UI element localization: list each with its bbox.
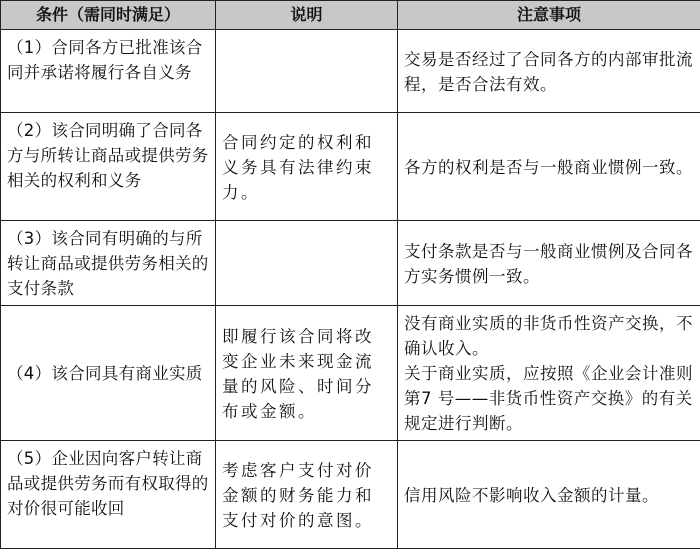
note-line: 各方的权利是否与一般商业惯例一致。: [404, 155, 694, 180]
table-row: [1, 113, 700, 221]
condition-cell: （3）该合同有明确的与所转让商品或提供劳务相关的支付条款: [1, 221, 216, 306]
note-line: 支付条款是否与一般商业惯例及合同各方实务惯例一致。: [404, 239, 694, 289]
notes-cell: [398, 306, 700, 441]
table-row: [1, 306, 700, 441]
table-row: [1, 30, 700, 113]
notes-cell: [398, 441, 700, 549]
notes-cell: [398, 113, 700, 221]
header-notes: 注意事项: [398, 1, 700, 30]
notes-cell: [398, 30, 700, 113]
note-line: 信用风险不影响收入金额的计量。: [404, 483, 694, 508]
description-cell: 合同约定的权利和义务具有法律约束力。: [216, 113, 398, 221]
table-row: [1, 441, 700, 549]
header-condition: 条件（需同时满足）: [1, 1, 216, 30]
note-line: 没有商业实质的非货币性资产交换，不确认收入。: [404, 311, 694, 361]
header-row: [1, 1, 700, 30]
note-line: 交易是否经过了合同各方的内部审批流程，是否合法有效。: [404, 47, 694, 97]
description-cell: [216, 30, 398, 113]
header-description: 说明: [216, 1, 398, 30]
notes-cell: [398, 221, 700, 306]
condition-cell: （4）该合同具有商业实质: [1, 306, 216, 441]
description-cell: 即履行该合同将改变企业未来现金流量的风险、时间分布或金额。: [216, 306, 398, 441]
description-cell: 考虑客户支付对价金额的财务能力和支付对价的意图。: [216, 441, 398, 549]
condition-cell: （1）合同各方已批准该合同并承诺将履行各自义务: [1, 30, 216, 113]
condition-cell: （5）企业因向客户转让商品或提供劳务而有权取得的对价很可能收回: [1, 441, 216, 549]
note-line: 关于商业实质，应按照《企业会计准则第7 号——非货币性资产交换》的有关规定进行判断。: [404, 361, 694, 436]
table-row: [1, 221, 700, 306]
condition-cell: （2）该合同明确了合同各方与所转让商品或提供劳务相关的权利和义务: [1, 113, 216, 221]
description-cell: [216, 221, 398, 306]
